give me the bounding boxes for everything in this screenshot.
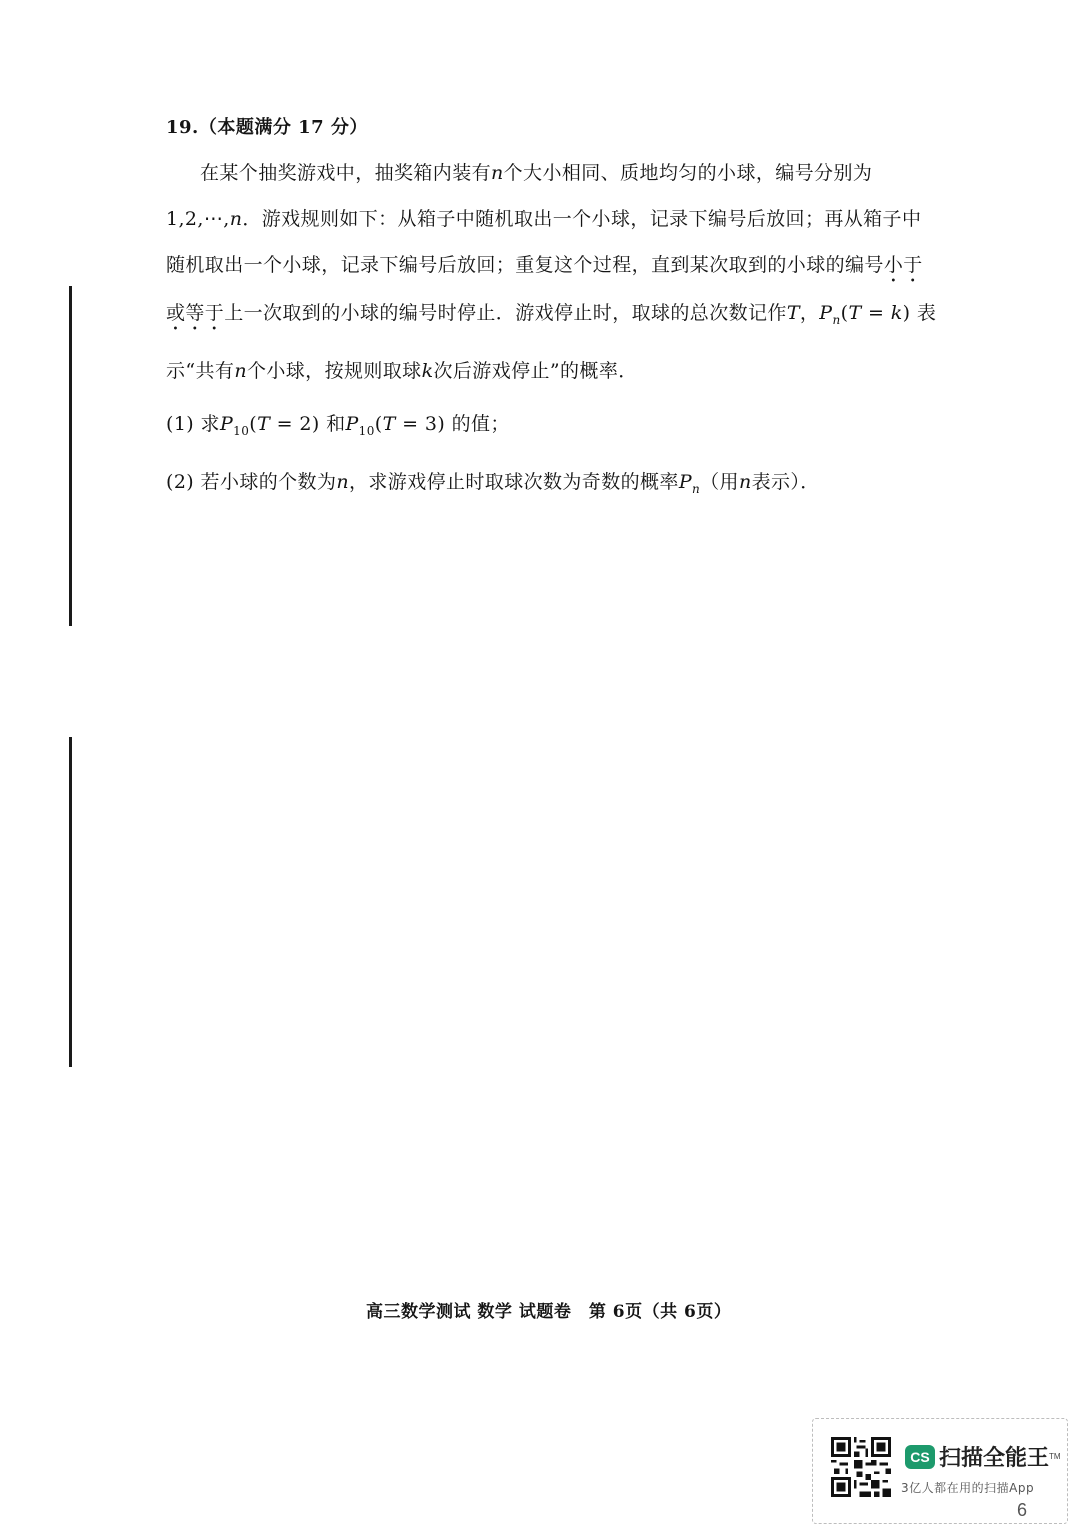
qr-code-icon xyxy=(831,1437,891,1497)
cs-logo-icon: CS xyxy=(905,1445,935,1469)
scan-edge-line-top xyxy=(69,286,72,626)
problem-line-3: 随机取出一个小球，记录下编号后放回；重复这个过程，直到某次取到的小球的编号小于 xyxy=(166,254,923,276)
scanner-watermark xyxy=(812,1418,1068,1524)
question-header: 19.（本题满分 17 分） xyxy=(166,117,368,138)
sub-question-2: (2) 若小球的个数为n，求游戏停止时取球次数为奇数的概率$P_n$（用n表示）． xyxy=(166,471,820,496)
scanner-tagline: 3亿人都在用的扫描App xyxy=(901,1481,1035,1495)
problem-line-1: 在某个抽奖游戏中，抽奖箱内装有n个大小相同、质地均匀的小球，编号分别为 xyxy=(200,162,873,184)
scanner-app-name: 扫描全能王 xyxy=(939,1446,1050,1471)
page-footer: 高三数学测试 数学 试题卷 第 6页（共 6页） xyxy=(366,1302,732,1322)
problem-line-2: 1,2,⋯,n．游戏规则如下：从箱子中随机取出一个小球，记录下编号后放回；再从箱子中 xyxy=(166,208,922,230)
trademark-mark: TM xyxy=(1049,1452,1061,1461)
sub-question-1: (1) 求$P_{10}(T = 2)$ 和$P_{10}(T = 3)$ 的值； xyxy=(166,413,510,438)
scanner-brand xyxy=(905,1441,1061,1472)
handwritten-page-number: 6 xyxy=(1017,1500,1028,1520)
problem-line-5: 示“共有n个小球，按规则取球k次后游戏停止”的概率． xyxy=(166,360,638,382)
scan-edge-line-bottom xyxy=(69,737,72,1067)
problem-line-4: 或等于上一次取到的小球的编号时停止．游戏停止时，取球的总次数记作T，$P_n(T = k)$ 表 xyxy=(166,302,937,327)
